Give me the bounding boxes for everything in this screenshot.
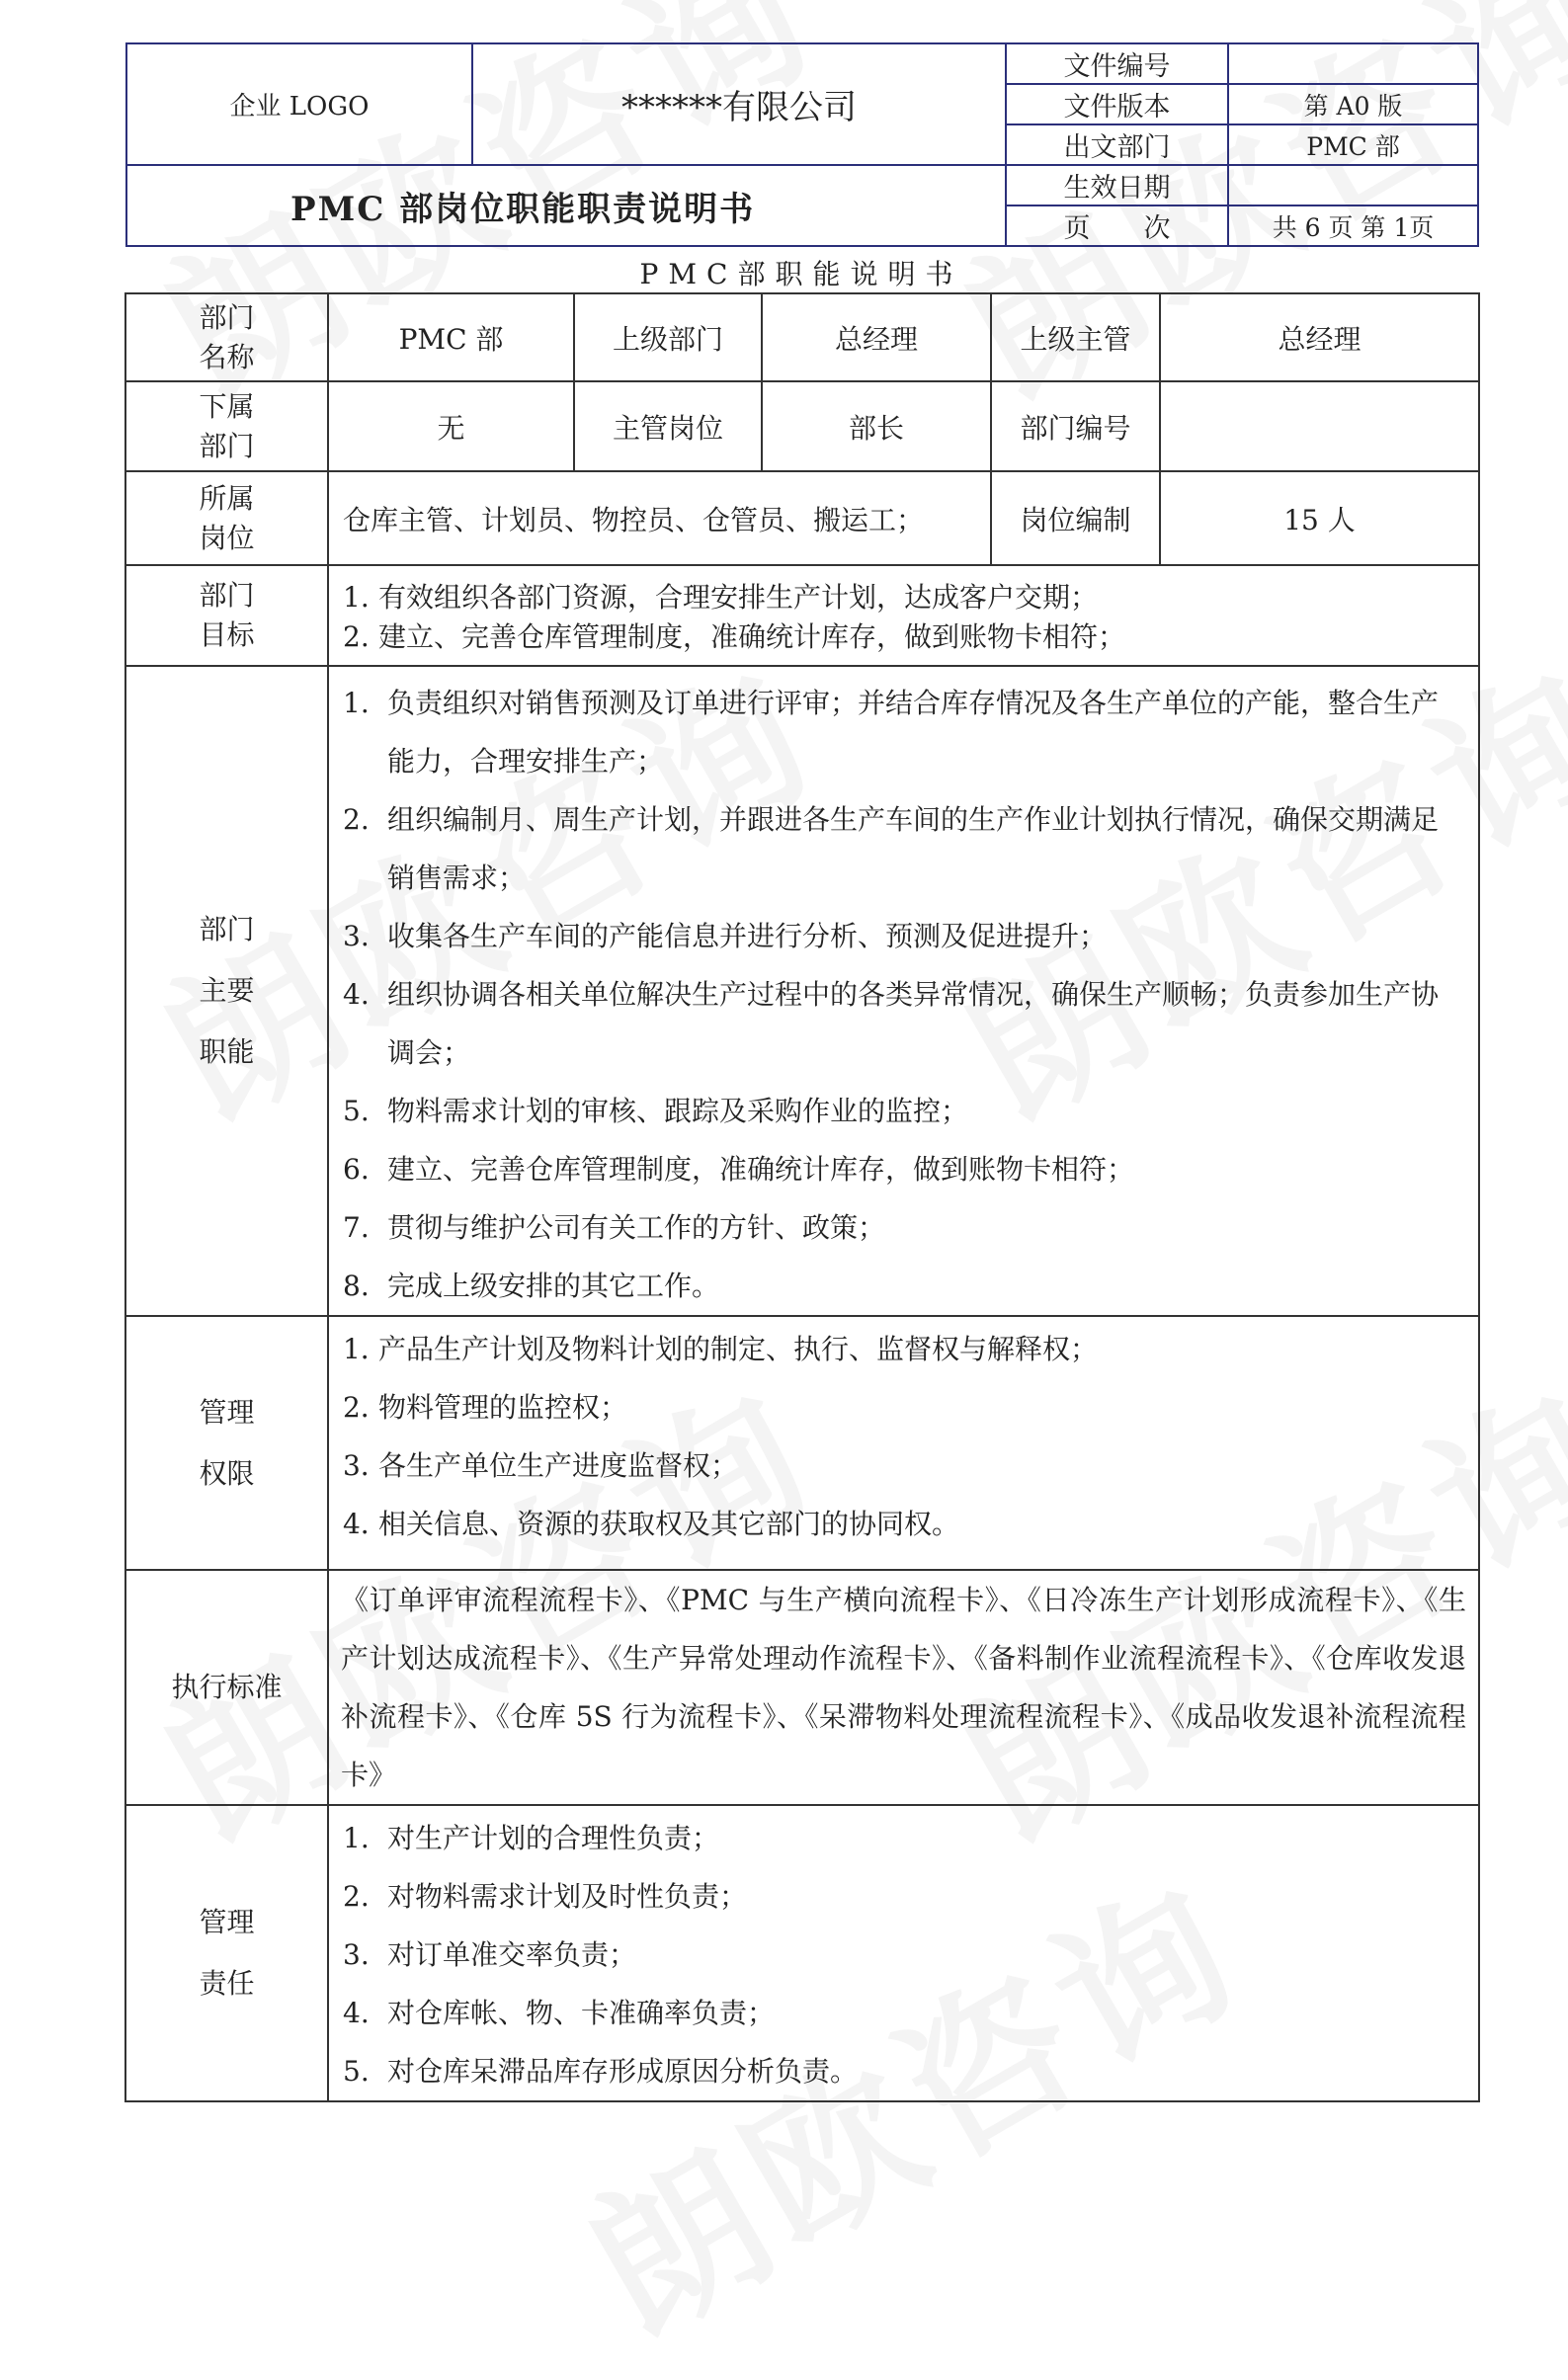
list-item: 7. 贯彻与维护公司有关工作的方针、政策； xyxy=(343,1211,886,1244)
authority-list xyxy=(328,1316,1479,1570)
value-superior-manager: 总经理 xyxy=(1160,293,1479,381)
list-item: 4. 组织协调各相关单位解决生产过程中的各类异常情况，确保生产顺畅；负责参加生产协调会； xyxy=(343,978,1440,1069)
meta-label-doc-number: 文件编号 xyxy=(1006,43,1228,84)
company-name: ******有限公司 xyxy=(472,43,1006,165)
function-table xyxy=(124,292,1480,2102)
section-subtitle: PMC部职能说明书 xyxy=(639,258,963,290)
document-header xyxy=(125,42,1479,247)
goals-list xyxy=(328,565,1479,666)
list-item: 2. 对物料需求计划及时性负责； xyxy=(343,1880,748,1913)
meta-value-effective-date xyxy=(1228,165,1478,205)
list-item: 4. 对仓库帐、物、卡准确率负责； xyxy=(343,1997,776,2029)
list-item: 4． 相关信息、资源的获取权及其它部门的协同权。 xyxy=(343,1508,960,1540)
value-superior-dept: 总经理 xyxy=(762,293,991,381)
value-dept-code xyxy=(1160,381,1479,471)
label-supervising-post: 主管岗位 xyxy=(574,381,762,471)
list-item: 6. 建立、完善仓库管理制度，准确统计库存，做到账物卡相符； xyxy=(343,1153,1135,1186)
company-logo-placeholder: 企业 LOGO xyxy=(126,43,472,165)
label-main-functions: 部门 主要 职能 xyxy=(125,666,328,1316)
meta-value-issuing-dept: PMC 部 xyxy=(1228,124,1478,165)
list-item: 1. 有效组织各部门资源，合理安排生产计划，达成客户交期； xyxy=(343,581,1099,614)
label-dept-name: 部门 名称 xyxy=(125,293,328,381)
meta-label-issuing-dept: 出文部门 xyxy=(1006,124,1228,165)
list-item: 2. 建立、完善仓库管理制度，准确统计库存，做到账物卡相符； xyxy=(343,620,1126,653)
label-headcount: 岗位编制 xyxy=(991,471,1160,565)
meta-label-version: 文件版本 xyxy=(1006,84,1228,124)
list-item: 2. 组织编制月、周生产计划，并跟进各生产车间的生产作业计划执行情况，确保交期满足销售需求； xyxy=(343,803,1440,894)
value-dept-name: PMC 部 xyxy=(328,293,574,381)
list-item: 5. 对仓库呆滞品库存形成原因分析负责。 xyxy=(343,2055,859,2088)
label-responsibility: 管理 责任 xyxy=(125,1805,328,2101)
label-dept-goals: 部门 目标 xyxy=(125,565,328,666)
list-item: 8. 完成上级安排的其它工作。 xyxy=(343,1270,720,1302)
meta-label-effective-date: 生效日期 xyxy=(1006,165,1228,205)
list-item: 1. 负责组织对销售预测及订单进行评审；并结合库存情况及各生产单位的产能，整合生产能力，合理安排生产； xyxy=(343,687,1440,778)
value-supervising-post: 部长 xyxy=(762,381,991,471)
list-item: 1． 产品生产计划及物料计划的制定、执行、监督权与解释权； xyxy=(343,1333,1099,1365)
list-item: 3. 收集各生产车间的产能信息并进行分析、预测及促进提升； xyxy=(343,920,1108,952)
standards-text: 《订单评审流程流程卡》、《PMC 与生产横向流程卡》、《日冷冻生产计划形成流程卡》、《生产计划达成流程卡》、《生产异常处理动作流程卡》、《备料制作业流程流程卡》、《仓库收发退补流程卡》、《仓库 5S 行为流程卡》、《呆滞物料处理流程流程卡》、《成品收发退补流程流程卡》 xyxy=(328,1570,1479,1805)
meta-value-doc-number xyxy=(1228,43,1478,84)
label-superior-dept: 上级部门 xyxy=(574,293,762,381)
functions-list xyxy=(328,666,1479,1316)
label-superior-manager: 上级主管 xyxy=(991,293,1160,381)
list-item: 5. 物料需求计划的审核、跟踪及采购作业的监控； xyxy=(343,1095,969,1127)
document-title: PMC 部岗位职能职责说明书 xyxy=(126,165,1006,246)
label-authority: 管理 权限 xyxy=(125,1316,328,1570)
responsibility-list xyxy=(328,1805,1479,2101)
value-headcount: 15 人 xyxy=(1160,471,1479,565)
list-item: 1. 对生产计划的合理性负责； xyxy=(343,1822,720,1854)
value-positions: 仓库主管、计划员、物控员、仓管员、搬运工； xyxy=(328,471,991,565)
label-sub-dept: 下属 部门 xyxy=(125,381,328,471)
value-sub-dept: 无 xyxy=(328,381,574,471)
label-dept-code: 部门编号 xyxy=(991,381,1160,471)
list-item: 3． 各生产单位生产进度监督权； xyxy=(343,1449,739,1482)
meta-value-pages: 共 6 页 第 1页 xyxy=(1228,205,1478,246)
label-standards: 执行标准 xyxy=(125,1570,328,1805)
label-positions: 所属 岗位 xyxy=(125,471,328,565)
list-item: 2． 物料管理的监控权； xyxy=(343,1391,628,1424)
meta-value-version: 第 A0 版 xyxy=(1228,84,1478,124)
list-item: 3. 对订单准交率负责； xyxy=(343,1938,637,1971)
meta-label-pages: 页 次 xyxy=(1006,205,1228,246)
